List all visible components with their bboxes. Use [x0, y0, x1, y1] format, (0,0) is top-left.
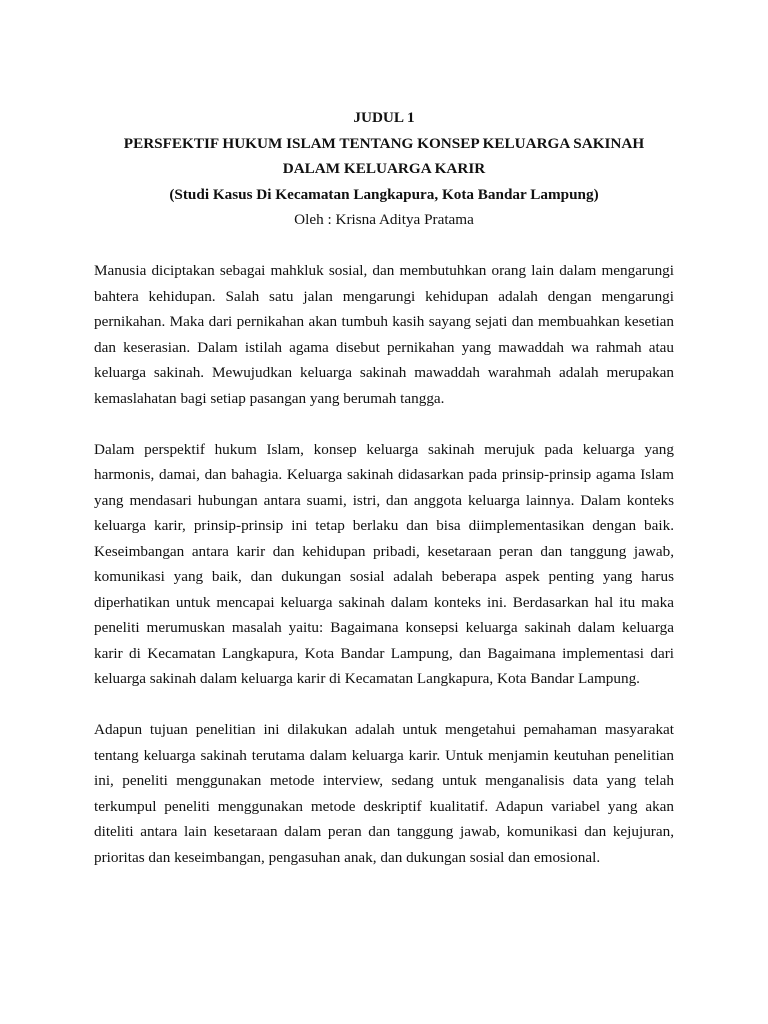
paragraph: Manusia diciptakan sebagai mahkluk sosial, dan membutuhkan orang lain dalam mengarungi bahtera kehidupan. Salah satu jalan mengarungi kehidupan adalah dengan mengarungi pernikahan. Maka dari pernikahan akan tumbuh kasih sayang sejati dan membuahkan kesetian dan keserasian. Dalam istilah agama disebut pernikahan yang mawaddah wa rahmah atau keluarga sakinah. Mewujudkan keluarga sakinah mawaddah warahmah adalah merupakan kemaslahatan bagi setiap pasangan yang berumah tangga. — [94, 262, 674, 407]
paragraph: Dalam perspektif hukum Islam, konsep keluarga sakinah merujuk pada keluarga yang harmonis, damai, dan bahagia. Keluarga sakinah didasarkan pada prinsip-prinsip agama Islam yang mendasari hubungan antara suami, istri, dan anggota keluarga lainnya. Dalam konteks keluarga karir, prinsip-prinsip ini tetap berlaku dan bisa diimplementasikan dengan baik. Keseimbangan antara karir dan kehidupan pribadi, kesetaraan peran dan tanggung jawab, komunikasi yang baik, dan dukungan sosial adalah beberapa aspek penting yang harus diperhatikan untuk mencapai keluarga sakinah dalam konteks ini. Berdasarkan hal itu maka peneliti merumuskan masalah yaitu: Bagaimana konsepsi keluarga sakinah dalam keluarga karir di Kecamatan Langkapura, Kota Bandar Lampung, dan Bagaimana implementasi dari keluarga sakinah dalam keluarga karir di Kecamatan Langkapura, Kota Bandar Lampung. — [94, 440, 674, 687]
paragraph: Adapun tujuan penelitian ini dilakukan adalah untuk mengetahui pemahaman masyarakat tentang keluarga sakinah terutama dalam keluarga karir. Untuk menjamin keutuhan penelitian ini, peneliti menggunakan metode interview, sedang untuk menganalisis data yang telah terkumpul peneliti menggunakan metode deskriptif kualitatif. Adapun variabel yang akan diteliti antara lain kesetaraan dalam peran dan tanggung jawab, komunikasi dan kejujuran, prioritas dan keseimbangan, pengasuhan anak, dan dukungan sosial dan emosional. — [94, 721, 674, 866]
judul-label: JUDUL 1 — [353, 109, 415, 126]
document-header — [60, 105, 708, 233]
title-line-1: PERSFEKTIF HUKUM ISLAM TENTANG KONSEP KELUARGA SAKINAH — [123, 134, 645, 152]
author-line: Oleh : Krisna Aditya Pratama — [294, 211, 474, 228]
title-line-2: DALAM KELUARGA KARIR — [282, 160, 486, 177]
subtitle: (Studi Kasus Di Kecamatan Langkapura, Kota Bandar Lampung) — [169, 185, 599, 203]
document-body — [94, 258, 674, 896]
